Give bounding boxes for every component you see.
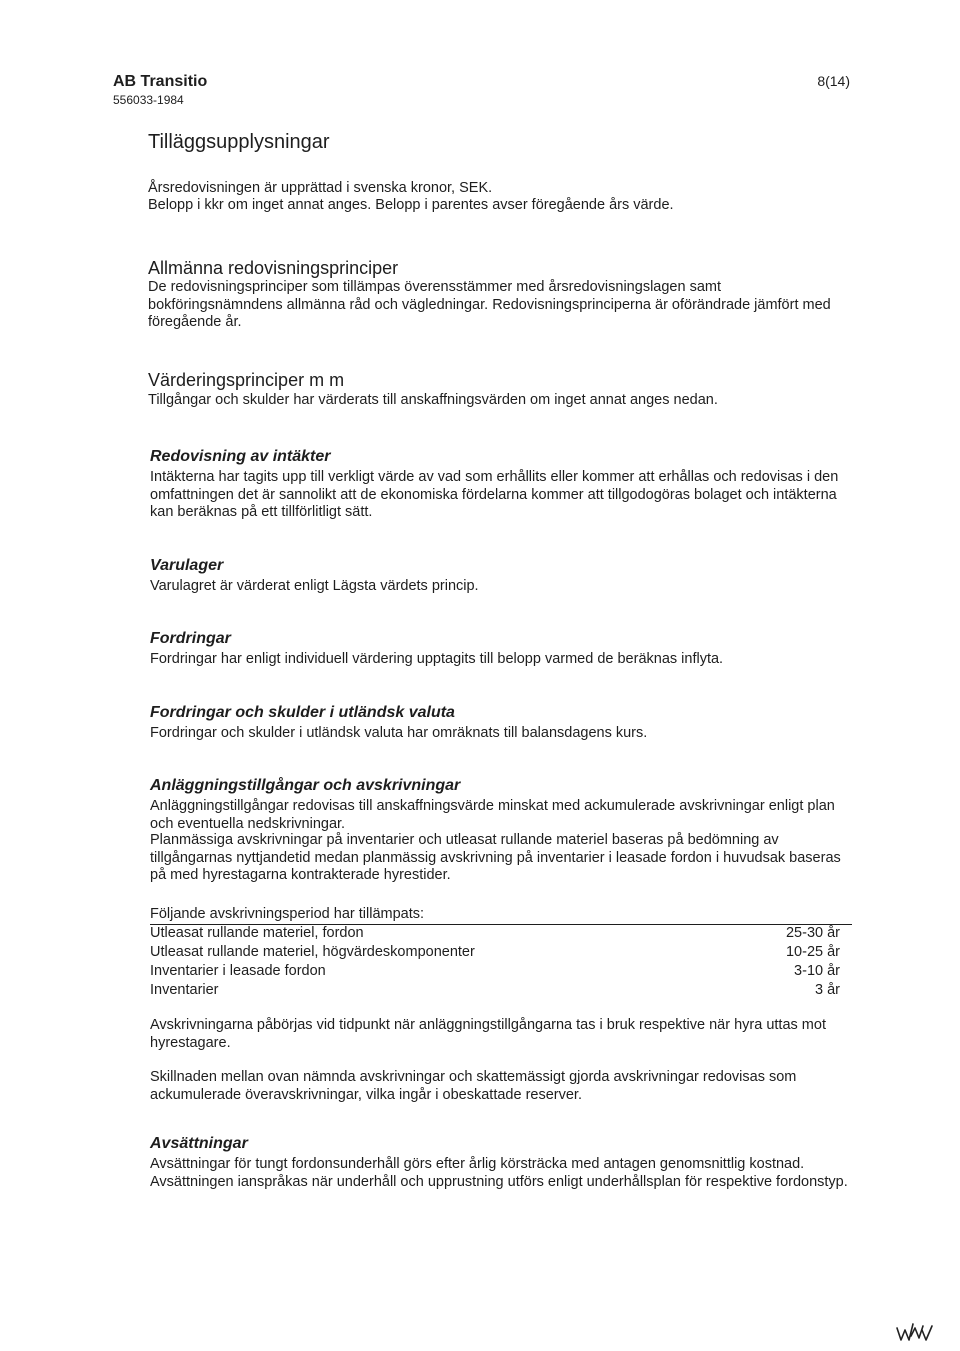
table-row [150,924,840,943]
section-body-varulager: Varulagret är värderat enligt Lägsta värdets princip. [150,578,479,594]
section-body-anlaggning-1: Anläggningstillgångar redovisas till anskaffningsvärde minskat med ackumulerade avskrivningar enligt plan och eventuella nedskrivningar. [150,798,835,832]
page-number: 8(14) [817,73,850,89]
section-heading-anlaggning: Anläggningstillgångar och avskrivningar [150,777,461,794]
table-row [150,943,840,962]
section-body-vardering: Tillgångar och skulder har värderats till anskaffningsvärden om inget annat anges nedan. [148,392,718,408]
depreciation-table-header: Följande avskrivningsperiod har tillämpats: [150,905,852,925]
section-heading-fordringar: Fordringar [150,630,231,647]
section-heading-varulager: Varulager [150,557,224,574]
depreciation-period: 3 år [815,982,840,998]
company-name: AB Transitio [113,73,208,90]
section-body-intakter: Intäkterna har tagits upp till verkligt värde av vad som erhållits eller kommer att erhållas och redovisas i den omfattningen det är sannolikt att de ekonomiska fördelarna kommer att tillgodogöras bolaget och intäkterna kan beräknas på ett tillförlitligt sätt. [150,469,839,520]
intro-line-2: Belopp i kkr om inget annat anges. Belopp i parentes avser föregående års värde. [148,197,674,213]
table-row [150,981,840,1000]
table-row [150,962,840,981]
section-body-anlaggning-4: Skillnaden mellan ovan nämnda avskrivningar och skattemässigt gjorda avskrivningar redovisas som ackumulerade överavskrivningar, vilka ingår i obeskattade reserver. [150,1069,797,1103]
section-body-allmanna: De redovisningsprinciper som tillämpas överensstämmer med årsredovisningslagen samt bokföringsnämndens allmänna råd och vägledningar. Redovisningsprinciperna är oförändrade jämfört med föregående år. [148,279,831,330]
depreciation-label: Utleasat rullande materiel, högvärdeskomponenter [150,944,475,960]
section-heading-avsattningar: Avsättningar [150,1135,248,1152]
handwritten-initials-icon [895,1318,935,1344]
depreciation-period: 10-25 år [785,944,840,960]
depreciation-table [150,924,840,1000]
depreciation-label: Inventarier [150,982,219,998]
section-body-fordringar: Fordringar har enligt individuell värdering upptagits till belopp varmed de beräknas inflyta. [150,651,724,667]
depreciation-period: 25-30 år [785,925,840,941]
section-body-avsattningar: Avsättningar för tungt fordonsunderhåll görs efter årlig körsträcka med antagen genomsnittlig kostnad. Avsättningen ianspråkas när underhåll och upprustning utförs enligt underhållsplan för respektive fordonstyp. [150,1156,848,1190]
org-number: 556033-1984 [113,93,184,107]
section-body-anlaggning-2: Planmässiga avskrivningar på inventarier och utleasat rullande materiel baseras på bedömning av tillgångarnas nyttjandetid medan planmässig avskrivning på inventarier i leasade fordon i huvudsak baseras på med hyrestagarna kontrakterade hyrestider. [150,832,841,883]
depreciation-label: Inventarier i leasade fordon [150,963,326,979]
depreciation-label: Utleasat rullande materiel, fordon [150,925,364,941]
section-body-anlaggning-3: Avskrivningarna påbörjas vid tidpunkt när anläggningstillgångarna tas i bruk respektive när hyra uttas mot hyrestagare. [150,1017,826,1051]
section-heading-utlandsk: Fordringar och skulder i utländsk valuta [150,704,455,721]
section-body-utlandsk: Fordringar och skulder i utländsk valuta har omräknats till balansdagens kurs. [150,725,648,741]
section-heading-allmanna: Allmänna redovisningsprinciper [148,258,399,278]
depreciation-period: 3-10 år [794,963,840,979]
page-title: Tilläggsupplysningar [148,131,330,153]
intro-line-1: Årsredovisningen är upprättad i svenska kronor, SEK. [148,180,493,196]
section-heading-intakter: Redovisning av intäkter [150,448,331,465]
section-heading-vardering: Värderingsprinciper m m [148,370,345,390]
